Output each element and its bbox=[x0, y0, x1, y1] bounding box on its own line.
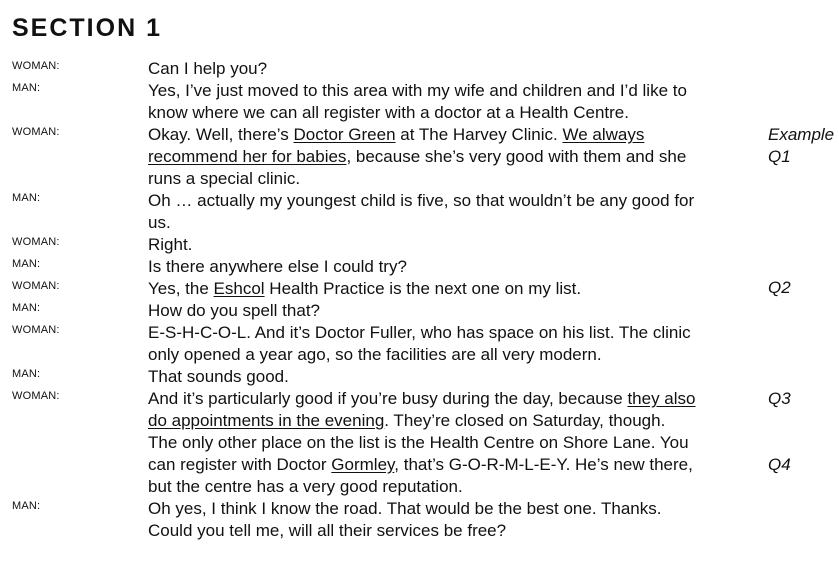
speech-text bbox=[148, 498, 748, 542]
speech-line bbox=[148, 168, 748, 190]
text-segment: , that’s G-O-R-M-L-E-Y. He’s new there, bbox=[394, 455, 693, 474]
speaker-label: WOMAN: bbox=[12, 390, 60, 402]
speech-line bbox=[148, 234, 748, 256]
speech-line bbox=[148, 190, 748, 212]
margin-note-q4: Q4 bbox=[768, 455, 791, 474]
section-title: SECTION 1 bbox=[12, 14, 162, 42]
text-segment: us. bbox=[148, 213, 171, 232]
underlined-answer: recommend her for babies bbox=[148, 147, 347, 166]
speech-line bbox=[148, 102, 748, 124]
text-segment: , because she’s very good with them and she bbox=[346, 147, 687, 166]
speech-text bbox=[148, 256, 748, 278]
text-segment: Health Practice is the next one on my list. bbox=[264, 279, 582, 298]
speech-line bbox=[148, 256, 748, 278]
speech-line bbox=[148, 388, 748, 410]
text-segment: at The Harvey Clinic. bbox=[395, 125, 563, 144]
speech-line bbox=[148, 432, 748, 454]
speech-text bbox=[148, 388, 748, 498]
speech-text bbox=[148, 190, 748, 234]
underlined-answer: We always bbox=[562, 125, 645, 144]
speaker-label: MAN: bbox=[12, 82, 41, 94]
text-segment: And it’s particularly good if you’re busy during the day, because bbox=[148, 389, 628, 408]
speaker-label: WOMAN: bbox=[12, 60, 60, 72]
speaker-label: MAN: bbox=[12, 500, 41, 512]
text-segment: That sounds good. bbox=[148, 367, 289, 386]
speaker-label: WOMAN: bbox=[12, 280, 60, 292]
text-segment: Yes, the bbox=[148, 279, 214, 298]
speech-line bbox=[148, 80, 748, 102]
speaker-label: WOMAN: bbox=[12, 236, 60, 248]
speech-text bbox=[148, 58, 748, 80]
speech-line bbox=[148, 520, 748, 542]
text-segment: Okay. Well, there’s bbox=[148, 125, 294, 144]
text-segment: runs a special clinic. bbox=[148, 169, 301, 188]
speech-text bbox=[148, 278, 748, 300]
speaker-label: MAN: bbox=[12, 258, 41, 270]
text-segment: E-S-H-C-O-L. And it’s Doctor Fuller, who has space on his list. The clinic bbox=[148, 323, 691, 342]
speaker-label: MAN: bbox=[12, 192, 41, 204]
margin-note-example: Example bbox=[768, 125, 835, 144]
text-segment: Oh … actually my youngest child is five, so that wouldn’t be any good for bbox=[148, 191, 695, 210]
text-segment: know where we can all register with a doctor at a Health Centre. bbox=[148, 103, 629, 122]
speech-line bbox=[148, 498, 748, 520]
speech-line bbox=[148, 322, 748, 344]
speaker-label: MAN: bbox=[12, 302, 41, 314]
text-segment: Yes, I’ve just moved to this area with my wife and children and I’d like to bbox=[148, 81, 687, 100]
text-segment: only opened a year ago, so the facilities are all very modern. bbox=[148, 345, 602, 364]
margin-note-q2: Q2 bbox=[768, 278, 791, 297]
text-segment: Oh yes, I think I know the road. That would be the best one. Thanks. bbox=[148, 499, 662, 518]
speaker-label: MAN: bbox=[12, 368, 41, 380]
speech-text bbox=[148, 124, 748, 190]
text-segment: Could you tell me, will all their services be free? bbox=[148, 521, 507, 540]
speech-line bbox=[148, 278, 748, 300]
speech-line bbox=[148, 366, 748, 388]
margin-note-q3: Q3 bbox=[768, 389, 791, 408]
speech-text bbox=[148, 80, 748, 124]
text-segment: Right. bbox=[148, 235, 193, 254]
speech-text bbox=[148, 322, 748, 366]
text-segment: . They’re closed on Saturday, though. bbox=[384, 411, 666, 430]
speech-line bbox=[148, 146, 748, 168]
speaker-label: WOMAN: bbox=[12, 126, 60, 138]
speaker-label: WOMAN: bbox=[12, 324, 60, 336]
speech-text bbox=[148, 366, 748, 388]
speech-line bbox=[148, 410, 748, 432]
speech-line bbox=[148, 212, 748, 234]
speech-line bbox=[148, 454, 748, 476]
underlined-answer: Gormley bbox=[331, 455, 395, 474]
text-segment: but the centre has a very good reputation. bbox=[148, 477, 463, 496]
speech-text bbox=[148, 300, 748, 322]
text-segment: can register with Doctor bbox=[148, 455, 332, 474]
text-segment: How do you spell that? bbox=[148, 301, 320, 320]
speech-line bbox=[148, 344, 748, 366]
margin-note-q1: Q1 bbox=[768, 147, 791, 166]
underlined-answer: they also bbox=[627, 389, 696, 408]
speech-text bbox=[148, 234, 748, 256]
speech-line bbox=[148, 58, 748, 80]
text-segment: Can I help you? bbox=[148, 59, 268, 78]
speech-line bbox=[148, 476, 748, 498]
speech-line bbox=[148, 300, 748, 322]
underlined-answer: Eshcol bbox=[213, 279, 265, 298]
underlined-answer: Doctor Green bbox=[293, 125, 396, 144]
text-segment: Is there anywhere else I could try? bbox=[148, 257, 407, 276]
underlined-answer: do appointments in the evening bbox=[148, 411, 385, 430]
speech-line bbox=[148, 124, 748, 146]
text-segment: The only other place on the list is the Health Centre on Shore Lane. You bbox=[148, 433, 689, 452]
